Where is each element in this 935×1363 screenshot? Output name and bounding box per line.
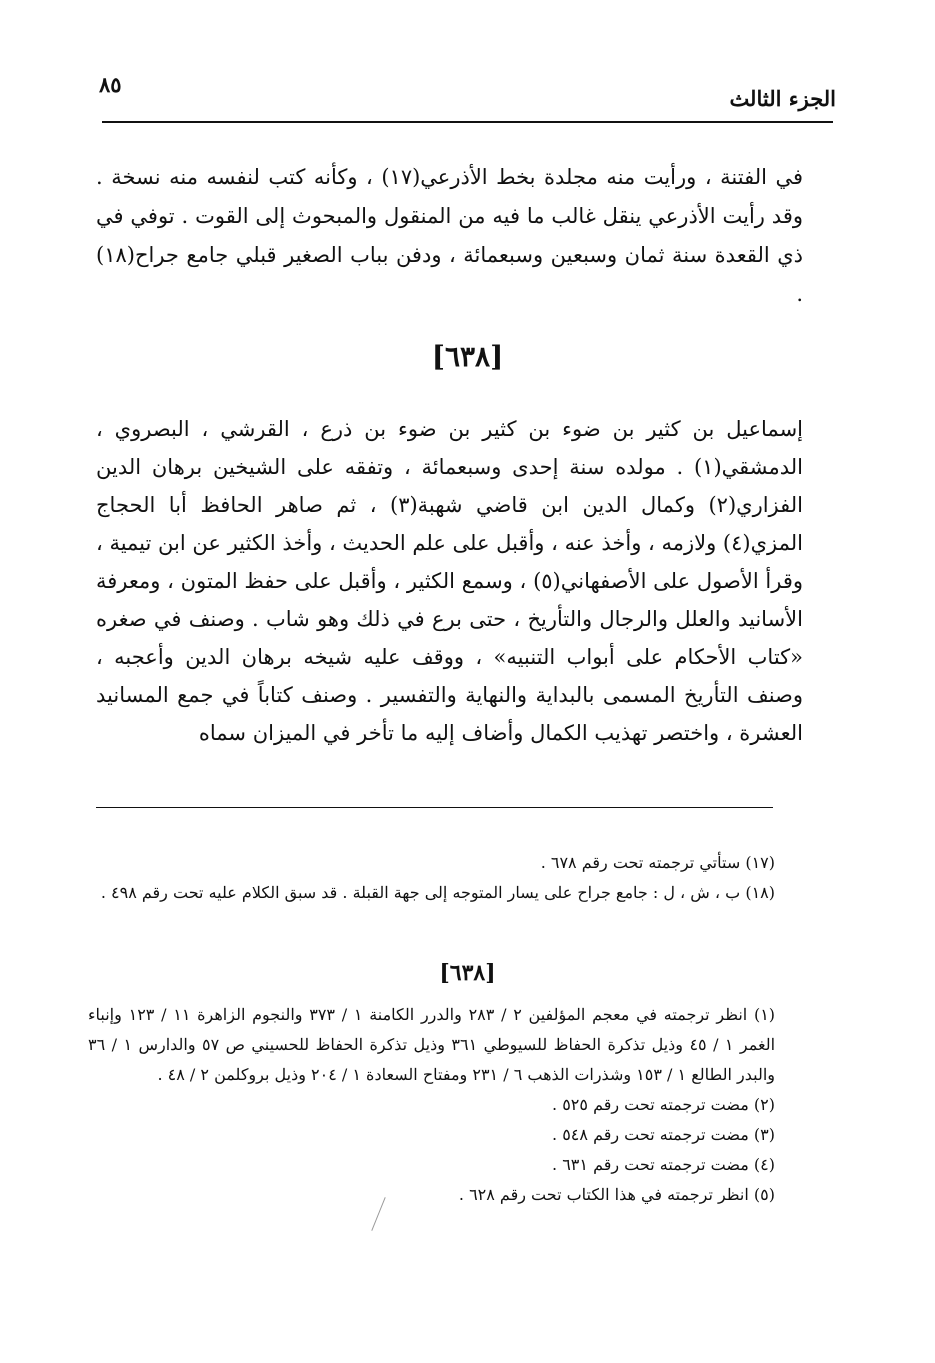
footnote-divider (96, 807, 773, 808)
footnote-1: (١) انظر ترجمته في معجم المؤلفين ٢ / ٢٨٣ والدرر الكامنة ١ / ٣٧٣ والنجوم الزاهرة ١١ / ١٢٣ وإنباء الغمر ١ / ٤٥ وذيل تذكرة الحفاظ للسيوطي ٣٦١ وذيل تذكرة الحفاظ للحسيني ص ٥٧ والدارس ١ / ٣٦ والبدر الطالع ١ / ١٥٣ وشذرات الذهب ٦ / ٢٣١ ومفتاح السعادة ١ / ٢٠٤ وذيل بروكلمن ٢ / ٤٨ . (88, 1005, 776, 1084)
footnote-5: (٥) انظر ترجمته في هذا الكتاب تحت رقم ٦٢٨ . (458, 1185, 775, 1204)
page-header (95, 70, 840, 120)
running-title: الجزء الثالث (729, 86, 836, 111)
footnote-17: (١٧) ستأتي ترجمته تحت رقم ٦٧٨ . (540, 853, 775, 872)
continuation-paragraph: في الفتنة ، ورأيت منه مجلدة بخط الأذرعي(١٧) ، وكأنه كتب لنفسه منه نسخة . وقد رأيت الأذرعي ينقل غالب ما فيه من المنقول والمبحوث إلى القوت . توفي في ذي القعدة سنة ثمان وسبعين وسبعمائة ، ودفن بباب الصغير قبلي جامع جراح(١٨) . (96, 165, 803, 306)
footnotes-entry-heading: [٦٣٨] (439, 960, 496, 986)
header-divider (102, 121, 833, 123)
footnote-4: (٤) مضت ترجمته تحت رقم ٦٣١ . (552, 1155, 775, 1174)
entry-number-heading: [٦٣٨] (431, 340, 504, 373)
page-number: ٨٥ (99, 72, 122, 97)
footnotes-entry-notes (88, 1000, 775, 1210)
footnote-3: (٣) مضت ترجمته تحت رقم ٥٤٨ . (552, 1125, 775, 1144)
footnote-2: (٢) مضت ترجمته تحت رقم ٥٢٥ . (552, 1095, 775, 1114)
footnotes-previous-entry (88, 848, 775, 908)
footnote-18: (١٨) ب ، ش ، ل : جامع جراح على يسار المتوجه إلى جهة القبلة . قد سبق الكلام عليه تحت رقم ٤٩٨ . (100, 883, 775, 902)
entry-paragraph: إسماعيل بن كثير بن ضوء بن كثير بن ضوء بن ذرع ، القرشي ، البصروي ، الدمشقي(١) . مولده سنة إحدى وسبعمائة ، وتفقه على الشيخين برهان الدين الفزاري(٢) وكمال الدين ابن قاضي شهبة(٣) ، ثم صاهر الحافظ أبا الحجاج المزي(٤) ولازمه ، وأخذ عنه ، وأقبل على علم الحديث ، وأخذ الكثير عن ابن تيمية ، وقرأ الأصول على الأصفهاني(٥) ، وسمع الكثير ، وأقبل على حفظ المتون ، ومعرفة الأسانيد والعلل والرجال والتأريخ ، حتى برع في ذلك وهو شاب . وصنف في صغره «كتاب الأحكام على أبواب التنبيه» ، ووقف عليه شيخه برهان الدين وأعجبه ، وصنف التأريخ المسمى بالبداية والنهاية والتفسير . وصنف كتاباً في جمع المسانيد العشرة ، واختصر تهذيب الكمال وأضاف إليه ما تأخر في الميزان سماه (95, 417, 803, 745)
